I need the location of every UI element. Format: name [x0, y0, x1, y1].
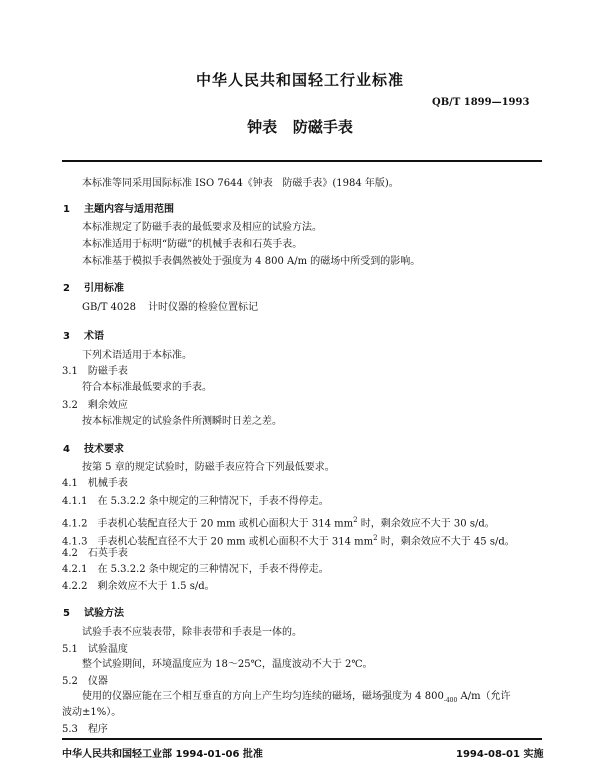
clause-number: 4.1.2	[62, 518, 88, 530]
footer-effective-date: 1994-08-01 实施	[456, 749, 544, 760]
header-rule	[62, 160, 542, 162]
term-3-2	[62, 399, 128, 413]
clause-4-1-3	[62, 531, 515, 549]
term-title: 剩余效应	[87, 400, 128, 411]
clause-5-2	[62, 675, 108, 689]
section-number: 1	[63, 204, 70, 215]
clause-5-2-text	[82, 690, 511, 708]
section-number: 4	[63, 444, 70, 455]
tolerance: -400	[443, 697, 458, 704]
section-number: 3	[63, 331, 70, 342]
standard-code: QB/T 1899—1993	[432, 97, 530, 108]
reference-standard	[82, 301, 258, 315]
clause-text: 使用的仪器应能在三个相互垂直的方向上产生均匀连续的磁场，磁场强度为 4 800	[82, 691, 444, 702]
clause-4-2-2	[62, 580, 215, 594]
term-3-1-definition: 符合本标准最低要求的手表。	[82, 382, 212, 393]
clause-title: 石英手表	[87, 548, 128, 559]
s1-para-2: 本标准适用于标明“防磁”的机械手表和石英手表。	[82, 239, 303, 250]
clause-5-3	[62, 723, 108, 737]
clause-4-2-1	[62, 563, 329, 577]
org-title: 中华人民共和国轻工行业标准	[195, 71, 404, 89]
clause-4-1	[62, 477, 128, 491]
clause-5-2-text-cont: 波动±1%）。	[62, 707, 122, 718]
document-title: 钟表 防磁手表	[247, 118, 353, 136]
clause-number: 4.1.1	[62, 496, 88, 507]
section-title: 术语	[83, 331, 104, 342]
clause-text: 在 5.3.2.2 条中规定的三种情况下，手表不得停走。	[97, 496, 329, 507]
clause-number: 4.1.3	[62, 536, 88, 548]
clause-title: 机械手表	[87, 478, 128, 489]
clause-title: 仪器	[87, 676, 108, 687]
s4-intro: 按第 5 章的规定试验时，防磁手表应符合下列最低要求。	[82, 462, 335, 473]
clause-4-1-2	[62, 513, 495, 531]
section-title: 试验方法	[83, 608, 124, 619]
clause-4-2	[62, 547, 128, 561]
clause-number: 3.2	[62, 400, 78, 411]
term-3-1	[62, 365, 128, 379]
clause-text-tail: 时，剩余效应不大于 45 s/d。	[377, 536, 515, 548]
section-4-heading	[63, 440, 124, 455]
clause-text: 手表机心装配直径不大于 20 mm 或机心面积不大于 314 mm	[97, 536, 374, 548]
reference-title: 计时仪器的检验位置标记	[148, 302, 259, 313]
reference-code: GB/T 4028	[82, 302, 137, 313]
footer-rule	[62, 738, 542, 740]
section-number: 5	[63, 608, 70, 619]
s3-intro: 下列术语适用于本标准。	[82, 350, 192, 361]
clause-number: 5.1	[62, 644, 78, 655]
s5-intro: 试验手表不应装表带，除非表带和手表是一体的。	[82, 627, 302, 638]
clause-4-1-1	[62, 495, 329, 509]
section-3-heading	[63, 327, 104, 342]
section-title: 主题内容与适用范围	[83, 204, 174, 215]
clause-number: 3.1	[62, 366, 78, 377]
term-title: 防磁手表	[87, 366, 128, 377]
clause-number: 4.2.2	[62, 581, 88, 592]
unit-text: A/m（允许	[457, 691, 511, 702]
footer-approval: 中华人民共和国轻工业部 1994-01-06 批准	[62, 749, 263, 760]
section-2-heading	[63, 279, 124, 294]
clause-number: 5.3	[62, 724, 78, 735]
s1-para-3: 本标准基于模拟手表偶然被处于强度为 4 800 A/m 的磁场中所受到的影响。	[82, 256, 421, 267]
clause-text: 手表机心装配直径大于 20 mm 或机心面积大于 314 mm	[97, 518, 354, 530]
section-number: 2	[63, 283, 70, 294]
clause-text-tail: 时，剩余效应不大于 30 s/d。	[357, 518, 495, 530]
section-5-heading	[63, 604, 124, 619]
superscript: 2	[373, 534, 378, 542]
clause-5-1-text: 整个试验期间，环境温度应为 18～25℃，温度波动不大于 2℃。	[82, 659, 373, 670]
s1-para-1: 本标准规定了防磁手表的最低要求及相应的试验方法。	[82, 222, 322, 233]
clause-5-1	[62, 643, 128, 657]
clause-title: 程序	[87, 724, 108, 735]
intro-paragraph: 本标准等同采用国际标准 ISO 7644《钟表 防磁手表》(1984 年版)。	[82, 178, 399, 189]
clause-text: 在 5.3.2.2 条中规定的三种情况下，手表不得停走。	[97, 564, 329, 575]
clause-title: 试验温度	[87, 644, 128, 655]
clause-number: 5.2	[62, 676, 78, 687]
term-3-2-definition: 按本标准规定的试验条件所测瞬时日差之差。	[82, 416, 282, 427]
section-1-heading	[63, 200, 174, 215]
clause-number: 4.2	[62, 548, 78, 559]
clause-text: 剩余效应不大于 1.5 s/d。	[97, 581, 215, 592]
section-title: 技术要求	[83, 444, 124, 455]
superscript: 2	[353, 516, 358, 524]
clause-number: 4.2.1	[62, 564, 88, 575]
section-title: 引用标准	[83, 283, 124, 294]
clause-number: 4.1	[62, 478, 78, 489]
